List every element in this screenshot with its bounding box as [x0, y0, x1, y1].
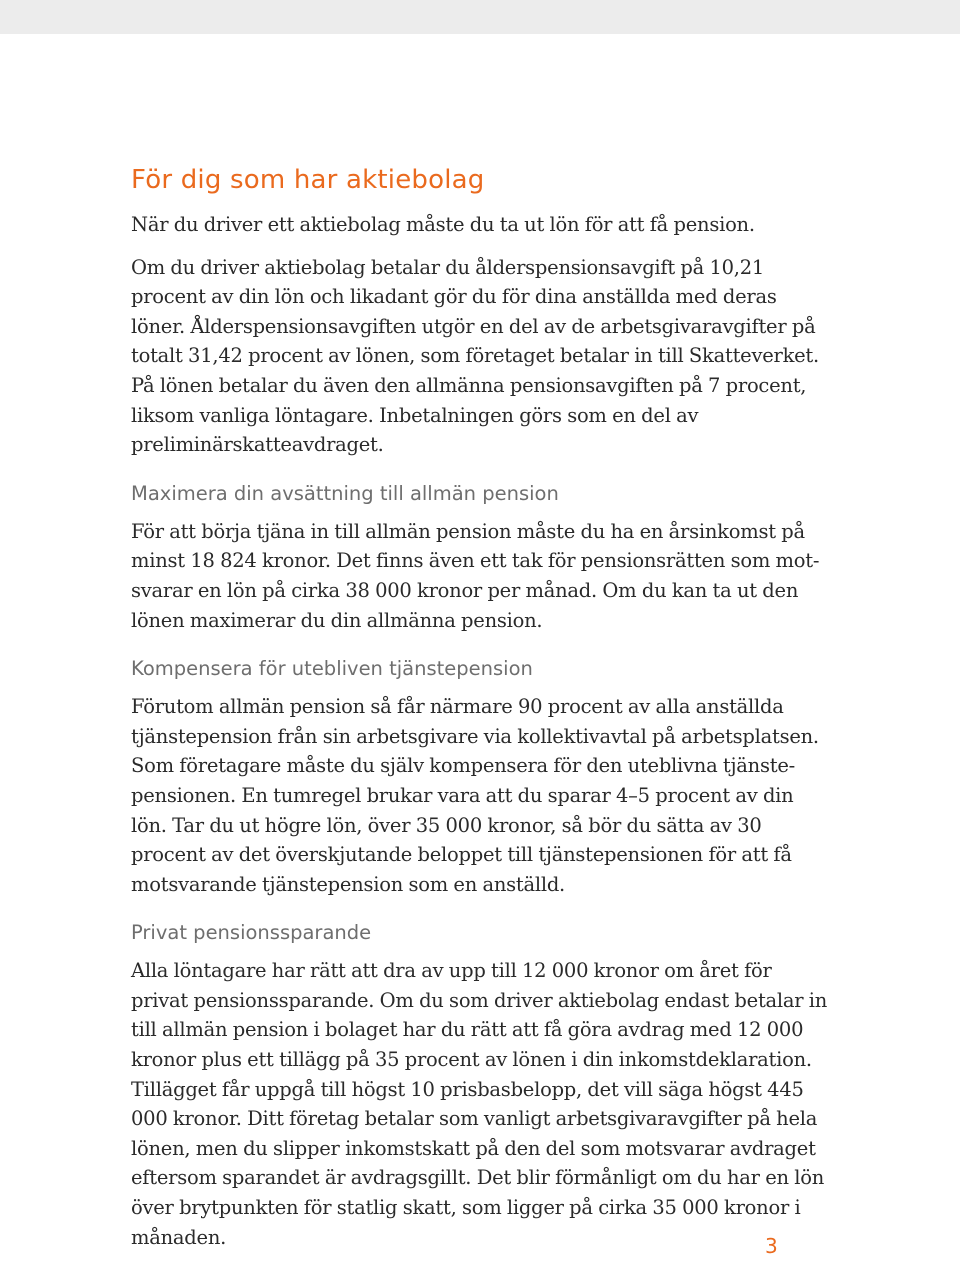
section-text-privat: Alla löntagare har rätt att dra av upp till 12 000 kronor om året för privat pensionssparande. Om du som driver aktiebolag endast betalar in till allmän pension i bolaget har du rätt att få göra avdrag med 12 000 kronor plus ett tillägg på 35 procent av lönen i din inkomstdeklaration. Tillägget får uppgå till högst 10 prisbasbelopp, det vill säga högst 445 000 kronor. Ditt företag betalar som vanligt arbetsgivaravgifter på hela lönen, men du slipper inkomstskatt på den del som motsvarar avdraget eftersom sparandet är avdragsgillt. Det blir förmånligt om du har en lön över brytpunkten för statlig skatt, som ligger på cirka 35 000 kronor i månaden. — [131, 959, 828, 1249]
top-bar — [0, 0, 960, 34]
body-paragraph: Om du driver aktiebolag betalar du ålderspensionsavgift på 10,21 procent av din lön och likadant gör du för dina anställda med deras löner. Ålderspensionsavgiften utgör en del av de arbetsgivaravgifter på totalt 31,42 procent av lönen, som företaget betalar in till Skatteverket. På lönen betalar du även den allmänna pensionsavgiften på 7 procent, liksom vanliga löntagare. Inbetalningen görs som en del av preliminärskatteavdraget. — [131, 255, 819, 457]
section-text-maximera: För att börja tjäna in till allmän pension måste du ha en årsinkomst på minst 18 824 kronor. Det finns även ett tak för pensionsrätten som motsvarar en lön på cirka 38 000 kronor per månad. Om du kan ta ut den lönen maximerar du din allmänna pension. — [131, 519, 820, 632]
intro-paragraph: När du driver ett aktiebolag måste du ta ut lön för att få pension. — [131, 213, 755, 236]
page-content — [131, 162, 831, 1267]
section-heading-privat: Privat pensionssparande — [131, 921, 372, 945]
section-heading-kompensera: Kompensera för utebliven tjänstepension — [131, 657, 533, 681]
page-title: För dig som har aktiebolag — [131, 165, 485, 195]
page-number: 3 — [765, 1234, 778, 1258]
section-heading-maximera: Maximera din avsättning till allmän pension — [131, 481, 559, 505]
section-text-kompensera: Förutom allmän pension så får närmare 90 procent av alla anställda tjänstepension från sin arbetsgivare via kollektivavtal på arbetsplatsen. Som företagare måste du själv kompensera för den uteblivna tjänstepensionen. En tumregel brukar vara att du sparar 4–5 procent av din lön. Tar du ut högre lön, över 35 000 kronor, så bör du sätta av 30 procent av det överskjutande beloppet till tjänstepensionen för att få motsvarande tjänstepension som en anställd. — [131, 695, 819, 896]
